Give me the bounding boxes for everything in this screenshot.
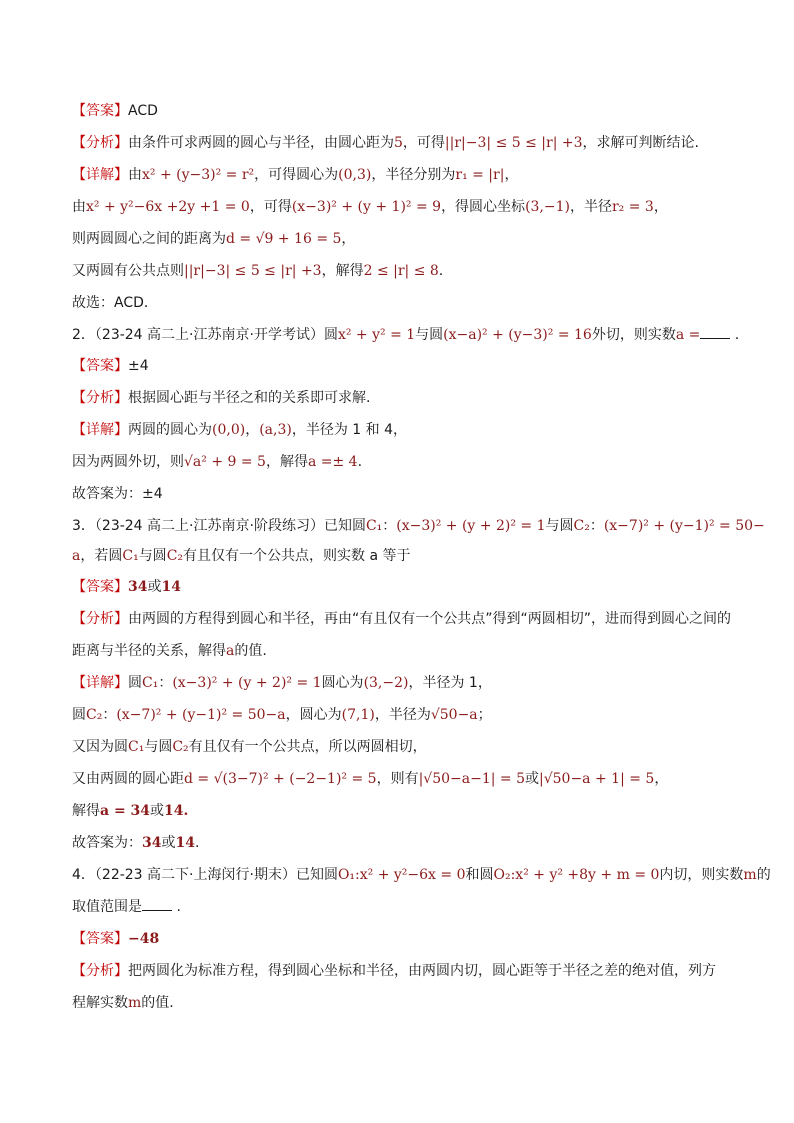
text-segment: 与圆 [144,739,173,755]
math-expression: C₂ [86,707,103,723]
math-expression: r₁ = |r| [455,167,505,183]
text-segment: ，解得 [265,454,308,470]
section-label: 【详解】 [72,675,128,691]
text-segment: ，可得 [249,199,292,215]
text-segment: 和圆 [465,867,494,883]
math-expression: d = √9 + 16 = 5 [226,231,342,247]
text-line [72,545,411,567]
text-segment: 或 [525,771,539,787]
text-segment: 又因为圆 [72,739,128,755]
math-expression: 34 [142,835,162,851]
math-expression: r₂ = 3 [611,199,654,215]
math-expression: (0,3) [338,167,372,183]
text-segment: 圆 [72,707,86,723]
text-segment: 4．（22-23 高二下·上海闵行·期末）已知圆 [72,867,338,883]
text-line [72,483,163,505]
math-expression: m [743,867,757,883]
math-expression: C₁ [142,675,159,691]
text-segment: 的 [756,867,771,883]
section-label: 【答案】 [72,931,128,947]
math-expression: ||r|−3| ≤ 5 ≤ |r| +3 [184,263,322,279]
math-expression: 14. [164,803,189,819]
text-segment: 两圆的圆心为 [128,422,212,438]
text-segment: 的值. [141,995,174,1011]
text-segment: ， [245,422,260,438]
text-line [72,928,159,950]
text-segment: ±4 [128,358,149,374]
math-expression: x² + (y−3)² = r² [142,167,255,183]
text-segment: 有且仅有一个公共点，所以两圆相切， [188,739,427,755]
math-expression: C₁ [122,548,139,564]
text-line [72,228,355,250]
math-expression: |√50−a−1| = 5 [418,771,525,787]
text-segment: ，若圆 [80,548,123,564]
math-expression: (3,−2) [363,675,409,691]
text-line [72,768,668,790]
text-line [72,832,199,854]
text-segment: ACD [128,103,158,119]
math-expression: C₂ [172,739,189,755]
math-expression: a [226,643,235,659]
math-expression: (0,0) [212,422,246,438]
math-expression: (x−7)² + (y−1)² = 50−a [116,707,286,723]
math-expression: √a² + 9 = 5 [184,454,266,470]
answer-blank [142,896,172,911]
text-line [72,704,492,726]
text-line [72,419,407,441]
text-segment: ， [654,771,669,787]
section-label: 【答案】 [72,579,128,595]
answer-blank [700,324,730,339]
text-segment: ，得圆心坐标 [441,199,526,215]
math-expression: O₂:x² + y² +8y + m = 0 [493,867,660,883]
text-segment: 又由两圆的圆心距 [72,771,184,787]
section-label: 【分析】 [72,611,128,627]
math-expression: 5 [394,135,403,151]
math-expression: 14 [175,835,195,851]
math-expression: m [128,995,142,1011]
text-segment: 或 [147,579,162,595]
math-expression: C₂ [166,548,184,564]
text-line [72,324,739,346]
text-segment: . [357,454,363,470]
text-segment: 内切，则实数 [659,867,744,883]
text-segment: 圆心为 [321,675,364,691]
text-segment: ： [102,707,117,723]
math-expression: (x−3)² + (y + 2)² = 1 [396,518,546,534]
math-expression: C₁ [128,739,145,755]
math-expression: (x−3)² + (y + 1)² = 9 [291,199,442,215]
math-expression: √50−a [430,707,478,723]
text-segment: 又两圆有公共点则 [72,263,184,279]
text-segment: ，可得 [402,135,445,151]
math-expression: 14 [161,579,181,595]
text-segment: 把两圆化为标准方程，得到圆心坐标和半径，由两圆内切，圆心距等于半径之差的绝对值，列方 [128,963,716,979]
text-segment: . [194,835,200,851]
section-label: 【答案】 [72,103,128,119]
text-segment: ， [653,199,668,215]
text-segment: 有且仅有一个公共点，则实数 a 等于 [183,548,411,564]
text-line [72,960,716,982]
text-segment: ， [341,231,356,247]
text-segment: ， [504,167,519,183]
text-line [72,608,731,630]
text-segment: ： [158,675,173,691]
text-segment: 距离与半径的关系，解得 [72,643,226,659]
math-expression: x² + y²−6x +2y +1 = 0 [86,199,250,215]
text-segment: 与圆 [415,327,444,343]
text-segment: ，可得圆心为 [254,167,339,183]
text-segment: 则两圆圆心之间的距离为 [72,231,226,247]
text-line [72,387,370,409]
text-line [72,640,267,662]
text-segment: ，则有 [376,771,419,787]
text-segment: ，半径为 [374,707,431,723]
math-expression: C₁ [365,518,383,534]
math-expression: a = [675,327,701,343]
math-expression: (x−7)² + (y−1)² = 50− [603,518,765,534]
text-segment: 由条件可求两圆的圆心与半径，由圆心距为 [128,135,394,151]
text-segment: 取值范围是 [72,899,142,915]
math-expression: d = √(3−7)² + (−2−1)² = 5 [184,771,377,787]
text-line [72,100,158,122]
text-segment: 圆 [128,675,142,691]
math-expression: 2 ≤ |r| ≤ 8 [363,263,439,279]
text-line [72,164,518,186]
text-segment: ，半径为 1， [408,675,492,691]
math-expression: −48 [128,931,160,947]
text-segment: ： [589,518,604,534]
math-expression: 34 [128,579,148,595]
math-expression: (x−3)² + (y + 2)² = 1 [172,675,322,691]
math-expression: O₁:x² + y²−6x = 0 [337,867,466,883]
text-segment: 由两圆的方程得到圆心和半径，再由“有且仅有一个公共点”得到“两圆相切”，进而得到圆心之间的 [128,611,732,627]
text-segment: 由 [72,199,86,215]
text-line [72,992,174,1014]
text-line [72,132,699,154]
math-expression: x² + y² = 1 [337,327,416,343]
section-label: 【分析】 [72,963,128,979]
text-segment: 因为两圆外切，则 [72,454,184,470]
text-segment: ； [477,707,492,723]
math-expression: (7,1) [341,707,375,723]
math-expression: |√50−a + 1| = 5 [539,771,655,787]
text-segment: 程解实数 [72,995,128,1011]
math-expression: (x−a)² + (y−3)² = 16 [443,327,592,343]
text-segment: 外切，则实数 [591,327,676,343]
math-expression: (a,3) [259,422,292,438]
math-expression: a = 34 [100,803,151,819]
text-segment: 的值. [234,643,267,659]
section-label: 【分析】 [72,390,128,406]
text-segment: 故选：ACD． [72,295,158,311]
text-segment: . [172,899,181,915]
text-line [72,292,158,314]
text-segment: ，半径为 1 和 4， [291,422,408,438]
text-segment: 故答案为： [72,835,142,851]
section-label: 【答案】 [72,358,128,374]
text-line [72,896,181,918]
text-line [72,800,188,822]
text-segment: ，求解可判断结论. [582,135,699,151]
text-segment: 解得 [72,803,100,819]
text-line [72,672,492,694]
math-expression: (3,−1) [525,199,570,215]
text-line [72,451,362,473]
math-expression: a =± 4 [307,454,358,470]
text-line [72,355,149,377]
text-segment: 故答案为：±4 [72,486,163,502]
section-label: 【详解】 [72,167,128,183]
text-segment: 或 [150,803,165,819]
text-segment: ，半径 [569,199,612,215]
math-expression: C₂ [573,518,590,534]
text-segment: 与圆 [545,518,574,534]
math-expression: a [72,548,81,564]
text-segment: 或 [161,835,176,851]
section-label: 【详解】 [72,422,128,438]
text-line [72,515,765,537]
text-segment: ，解得 [321,263,364,279]
text-line [72,576,181,598]
text-line [72,736,427,758]
text-segment: 由 [128,167,142,183]
math-expression: ||r|−3| ≤ 5 ≤ |r| +3 [444,135,583,151]
section-label: 【分析】 [72,135,128,151]
text-line [72,260,443,282]
text-line [72,196,668,218]
text-segment: 根据圆心距与半径之和的关系即可求解. [128,390,371,406]
text-segment: . [730,327,740,343]
text-segment: ： [382,518,397,534]
text-segment: 3．（23-24 高二上·江苏南京·阶段练习）已知圆 [72,518,366,534]
text-segment: ，半径分别为 [371,167,456,183]
text-segment: ，圆心为 [285,707,342,723]
text-line [72,864,771,886]
text-segment: 2．（23-24 高二上·江苏南京·开学考试）圆 [72,327,338,343]
text-segment: 与圆 [138,548,167,564]
text-segment: . [438,263,444,279]
